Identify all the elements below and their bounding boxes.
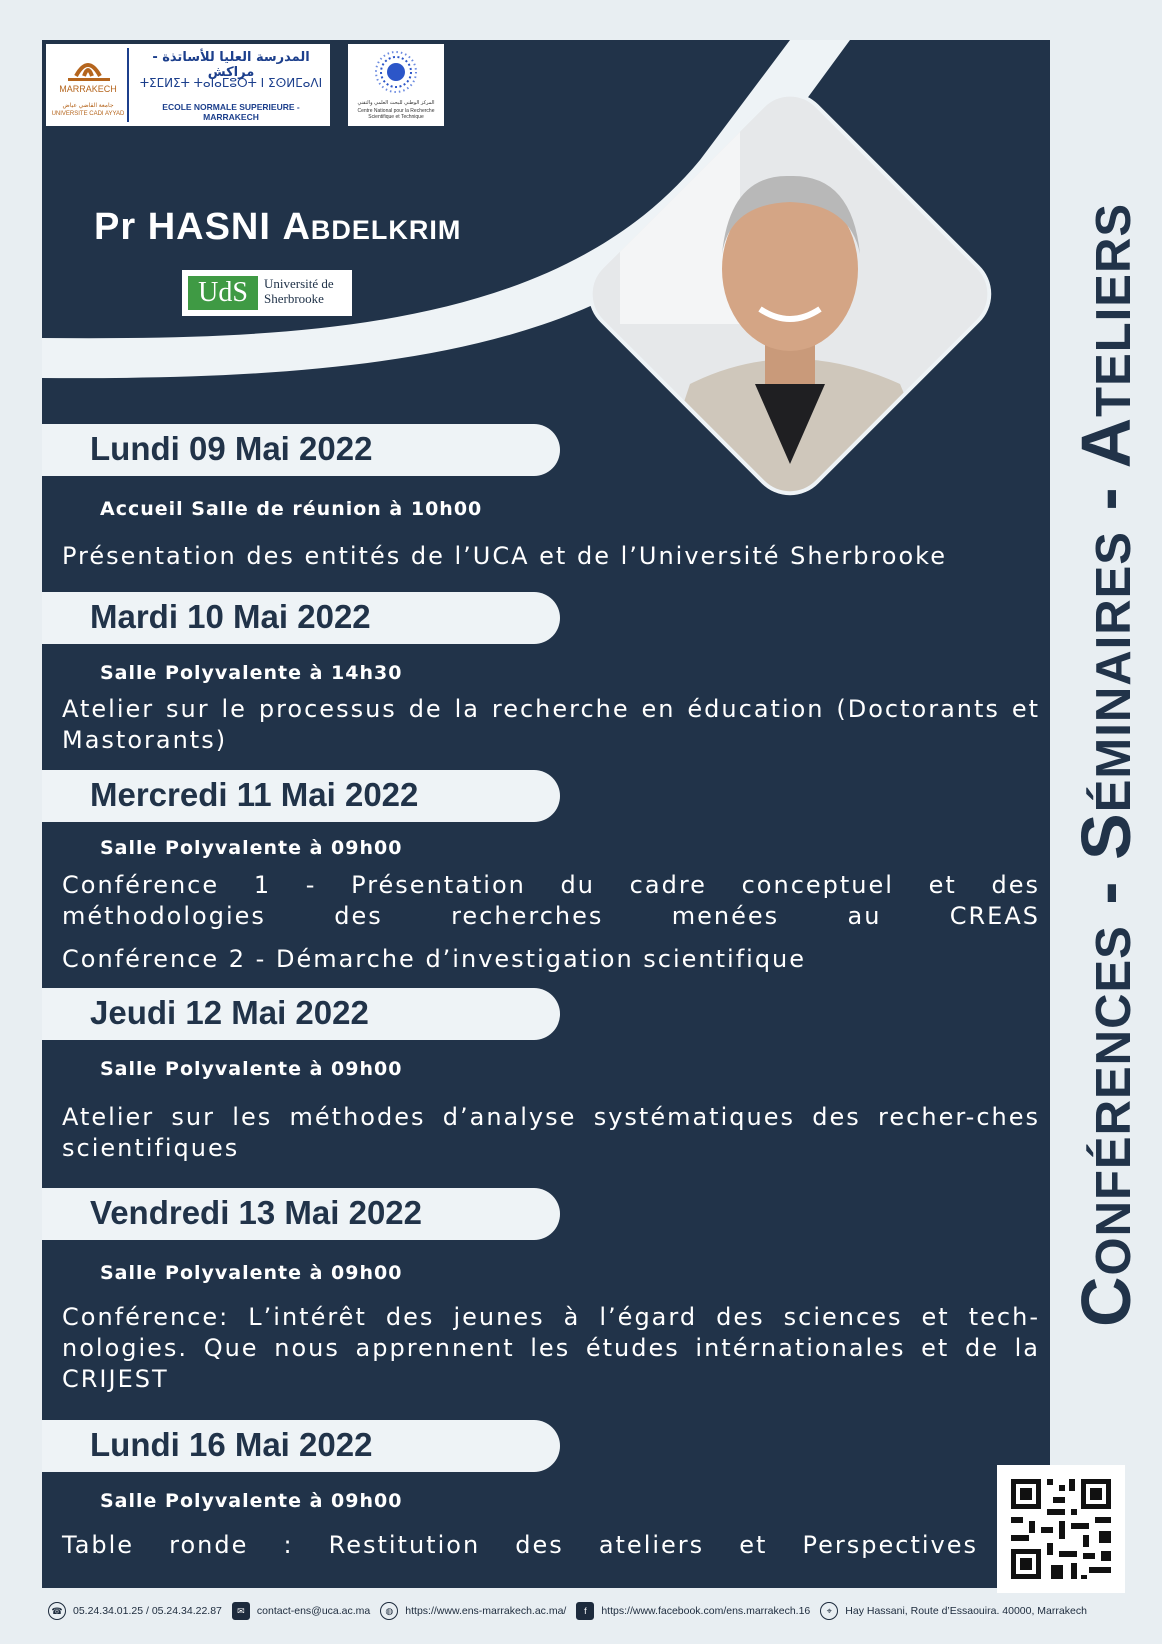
qr-code-icon bbox=[997, 1465, 1125, 1593]
description-lead: Conférence bbox=[62, 1303, 220, 1331]
school-name-fr: ECOLE NORMALE SUPERIEURE - MARRAKECH bbox=[162, 102, 300, 122]
description-text: Table ronde : Restitution des ateliers et Perspectives bbox=[62, 1531, 978, 1559]
venue-4: Salle Polyvalente à 09h00 bbox=[100, 1058, 403, 1080]
uds-name: Université de Sherbrooke bbox=[264, 276, 334, 306]
globe-icon: ◍ bbox=[380, 1602, 398, 1620]
side-title-text: Conférences - Séminaires - Ateliers bbox=[1067, 202, 1145, 1328]
day-label: Lundi 09 Mai 2022 bbox=[90, 430, 373, 467]
footer-facebook[interactable]: https://www.facebook.com/ens.marrakech.16 bbox=[601, 1605, 811, 1617]
school-name-ar: المدرسة العليا للأساتذة - مراكش bbox=[152, 50, 310, 80]
description-lead: Atelier bbox=[62, 695, 155, 723]
footer-email[interactable]: contact-ens@uca.ac.ma bbox=[256, 1605, 371, 1617]
description-6 bbox=[62, 1530, 978, 1561]
location-pin-icon: ⌖ bbox=[820, 1602, 838, 1620]
description-text: 2 - Démarche d’investigation scientifique bbox=[219, 945, 807, 973]
day-header-4 bbox=[42, 988, 560, 1040]
day-label: Lundi 16 Mai 2022 bbox=[90, 1426, 373, 1463]
day-header-2 bbox=[42, 592, 560, 644]
day-header-5 bbox=[42, 1188, 560, 1240]
footer bbox=[42, 1597, 1132, 1625]
speaker-name bbox=[94, 206, 461, 249]
footer-address: Hay Hassani, Route d’Essaouira. 40000, Marrakech bbox=[845, 1605, 1087, 1617]
venue-5: Salle Polyvalente à 09h00 bbox=[100, 1262, 403, 1284]
uds-logo bbox=[182, 270, 352, 316]
day-label: Jeudi 12 Mai 2022 bbox=[90, 994, 369, 1031]
day-label: Vendredi 13 Mai 2022 bbox=[90, 1194, 423, 1231]
side-title bbox=[1050, 40, 1162, 1490]
facebook-icon: f bbox=[576, 1602, 594, 1620]
qr-code[interactable] bbox=[997, 1465, 1125, 1593]
uds-mark: UdS bbox=[188, 276, 258, 310]
ens-marrakech-logo bbox=[46, 44, 330, 126]
cnrst-logo bbox=[348, 44, 444, 126]
description-lead: Atelier bbox=[62, 1103, 155, 1131]
venue-6: Salle Polyvalente à 09h00 bbox=[100, 1490, 403, 1512]
school-name-tifinagh: ⵜⵉⵎⵍⵉⵜ ⵜⴰⵏⴰⵎⵓⵔⵜ ⵏ ⵉⵙⵍⵎⴰⴷⵏ bbox=[139, 76, 323, 90]
venue-1: Accueil Salle de réunion à 10h00 bbox=[100, 498, 483, 520]
cnrst-name-ar: المركز الوطني للبحث العلمي والتقني bbox=[357, 100, 435, 106]
description-lead: Conférence bbox=[62, 945, 220, 973]
venue-3: Salle Polyvalente à 09h00 bbox=[100, 837, 403, 859]
description-text: sur le processus de la recherche en éducation (Doctorants et Mastorants) bbox=[62, 695, 1040, 754]
description-3 bbox=[62, 870, 1040, 932]
logo-left-text: MARRAKECH bbox=[59, 84, 117, 94]
description-lead: Conférence bbox=[62, 871, 220, 899]
cnrst-sun-icon bbox=[348, 44, 444, 104]
footer-website[interactable]: https://www.ens-marrakech.ac.ma/ bbox=[405, 1605, 567, 1617]
phone-icon: ☎ bbox=[48, 1602, 66, 1620]
description-5 bbox=[62, 1302, 1040, 1395]
description-4 bbox=[62, 1102, 1040, 1164]
day-header-1 bbox=[42, 424, 560, 476]
description-text: Présentation des entités de l’UCA et de l’Université Sherbrooke bbox=[62, 542, 947, 570]
cnrst-name-fr: Centre National pour la Recherche Scientifique et Technique bbox=[357, 108, 435, 120]
day-header-3 bbox=[42, 770, 560, 822]
description-text: sur les méthodes d’analyse systématiques des recher-ches scientifiques bbox=[62, 1103, 1040, 1162]
venue-2: Salle Polyvalente à 14h30 bbox=[100, 662, 403, 684]
mail-icon: ✉ bbox=[232, 1602, 250, 1620]
description-text: 1 - Présentation du cadre conceptuel et des méthodologies des recherches menées au CREAS bbox=[62, 871, 1040, 930]
description-1 bbox=[62, 541, 1040, 572]
description-3b bbox=[62, 944, 1040, 975]
description-text: : L’intérêt des jeunes à l’égard des sciences et tech-nologies. Que nous apprennent les études intérnationales et de la CRIJEST bbox=[62, 1303, 1040, 1393]
speaker-name-prefix: Pr HASNI bbox=[94, 206, 283, 248]
description-2 bbox=[62, 694, 1040, 756]
logo-left-caption: جامعة القاضي عياض UNIVERSITE CADI AYYAD bbox=[51, 103, 125, 117]
day-label: Mercredi 11 Mai 2022 bbox=[90, 776, 419, 813]
speaker-name-last: Abdelkrim bbox=[282, 206, 462, 248]
footer-phone[interactable]: 05.24.34.01.25 / 05.24.34.22.87 bbox=[73, 1605, 222, 1617]
day-header-6 bbox=[42, 1420, 560, 1472]
day-label: Mardi 10 Mai 2022 bbox=[90, 598, 371, 635]
